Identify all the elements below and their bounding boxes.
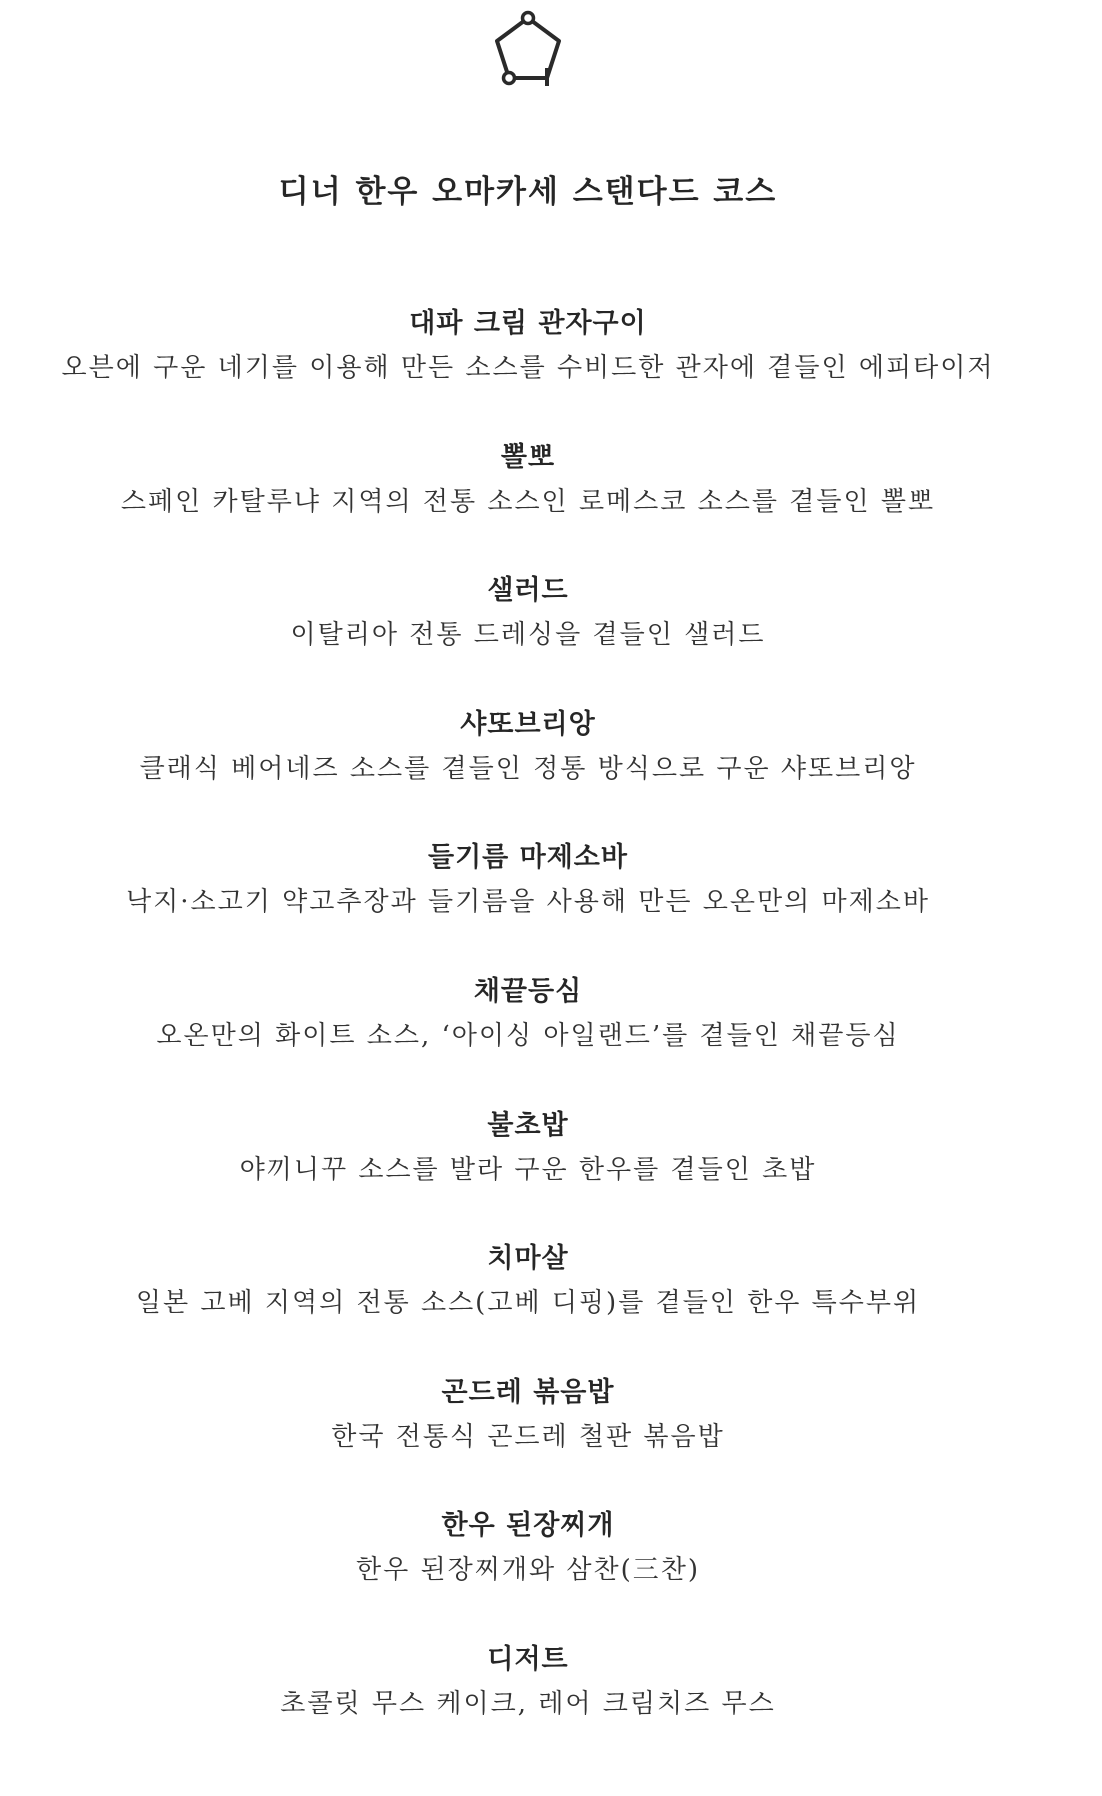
course-description: 오온만의 화이트 소스, ‘아이싱 아일랜드’를 곁들인 채끝등심 [156, 1020, 900, 1051]
course-name: 치마살 [487, 1243, 569, 1275]
course-name: 들기름 마제소바 [428, 842, 628, 874]
course-description: 오븐에 구운 네기를 이용해 만든 소스를 수비드한 관자에 곁들인 에피타이저 [61, 353, 995, 383]
course-item [0, 1374, 1056, 1508]
course-description: 초콜릿 무스 케이크, 레어 크림치즈 무스 [280, 1688, 776, 1719]
course-name: 디저트 [487, 1643, 569, 1675]
course-item [0, 1107, 1056, 1241]
course-name: 샐러드 [487, 575, 569, 607]
course-name: 대파 크림 관자구이 [409, 308, 647, 339]
course-name: 채끝등심 [473, 975, 583, 1007]
course-name: 뽈뽀 [500, 441, 556, 473]
course-description: 야끼니꾸 소스를 발라 구운 한우를 곁들인 초밥 [239, 1154, 817, 1185]
course-description: 한우 된장찌개와 삼찬(三찬) [356, 1555, 700, 1586]
course-name: 곤드레 볶음밥 [441, 1376, 615, 1408]
course-description: 한국 전통식 곤드레 철판 볶음밥 [331, 1421, 725, 1452]
course-description: 일본 고베 지역의 전통 소스(고베 디핑)를 곁들인 한우 특수부위 [135, 1288, 921, 1319]
course-item [0, 1240, 1056, 1374]
course-list [0, 305, 1056, 1775]
course-name: 한우 된장찌개 [441, 1510, 615, 1542]
course-item [0, 572, 1056, 706]
course-description: 이탈리아 전통 드레싱을 곁들인 샐러드 [290, 620, 766, 651]
menu-title: 디너 한우 오마카세 스탠다드 코스 [278, 174, 778, 210]
course-description: 클래식 베어네즈 소스를 곁들인 정통 방식으로 구운 샤또브리앙 [139, 753, 917, 784]
course-item [0, 1641, 1056, 1775]
course-item [0, 973, 1056, 1107]
course-description: 스페인 카탈루냐 지역의 전통 소스인 로메스코 소스를 곁들인 뽈뽀 [120, 486, 936, 517]
course-item [0, 706, 1056, 840]
course-item [0, 839, 1056, 973]
course-name: 불초밥 [487, 1109, 569, 1141]
pentagon-logo-icon [483, 6, 573, 96]
course-item [0, 439, 1056, 573]
course-item [0, 1507, 1056, 1641]
course-description: 낙지·소고기 약고추장과 들기름을 사용해 만든 오온만의 마제소바 [126, 887, 930, 918]
course-item [0, 305, 1056, 439]
course-name: 샤또브리앙 [460, 708, 596, 740]
